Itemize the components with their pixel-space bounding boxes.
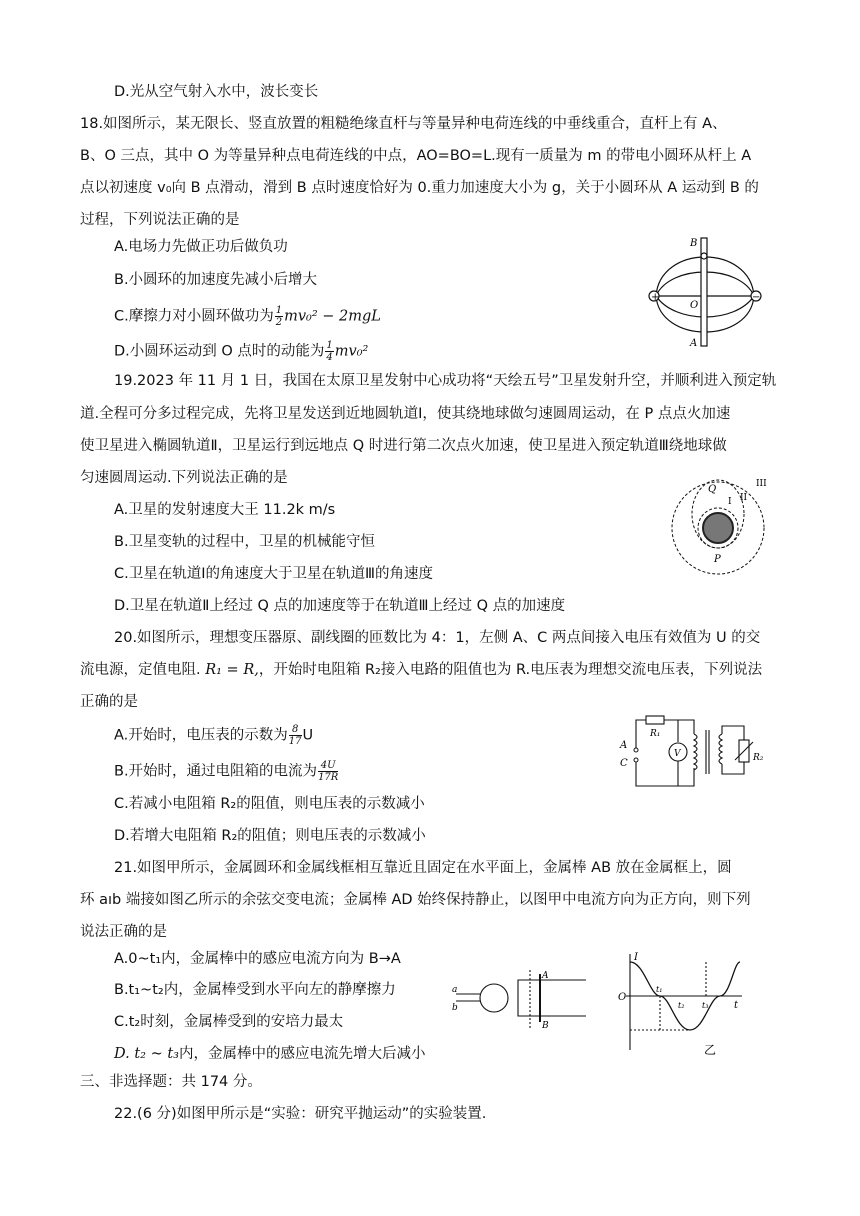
q22-stem-line1: 22.(6 分)如图甲所示是“实验：研究平抛运动”的实验装置. bbox=[114, 1106, 487, 1122]
q18-label-a: A bbox=[690, 338, 698, 349]
q19-stem-line4: 匀速圆周运动.下列说法正确的是 bbox=[80, 470, 288, 486]
q18-option-d-fraction bbox=[325, 340, 333, 363]
q20-option-c: C.若减小电阻箱 R₂的阻值，则电压表的示数减小 bbox=[114, 796, 425, 812]
q21-label-t2: t₂ bbox=[678, 1001, 685, 1010]
q21-label-t: t bbox=[734, 1000, 739, 1011]
q20-option-a-num: 8 bbox=[289, 724, 302, 736]
q20-stem-line2 bbox=[80, 660, 762, 680]
q20-stem-line1: 20.如图所示，理想变压器原、副线圈的匝数比为 4：1，左侧 A、C 两点间接入电压有效值为 U 的交 bbox=[114, 630, 761, 646]
q20-terminal-a bbox=[634, 748, 638, 752]
q21-label-b-lower: b bbox=[452, 1003, 458, 1013]
q21-label-a-lower: a bbox=[452, 985, 458, 995]
q21-stem-line3: 说法正确的是 bbox=[80, 924, 167, 940]
q19-stem-line2: 道.全程可分多过程完成，先将卫星发送到近地圆轨道Ⅰ，使其绕地球做匀速圆周运动，在 P 点点火加速 bbox=[80, 406, 731, 422]
q18-option-c bbox=[114, 305, 381, 328]
q19-label-p: P bbox=[714, 554, 721, 565]
q20-r1-equation: R₁ = R, bbox=[205, 662, 259, 678]
q19-option-c: C.卫星在轨道Ⅰ的角速度大于卫星在轨道Ⅲ的角速度 bbox=[114, 566, 434, 582]
q18-option-a: A.电场力先做正功后做负功 bbox=[114, 239, 288, 255]
q18-option-d bbox=[114, 340, 368, 363]
q21-label-o: O bbox=[618, 992, 627, 1003]
q21-figure-jia bbox=[446, 966, 592, 1030]
q18-option-c-text: C.摩擦力对小圆环做功为 bbox=[114, 308, 274, 325]
q18-minus-label: − bbox=[752, 292, 761, 303]
q20-resistor-r1 bbox=[646, 716, 664, 724]
q18-label-b: B bbox=[690, 238, 698, 249]
q20-wire-left-bottom bbox=[636, 760, 694, 786]
q20-label-a: A bbox=[620, 740, 628, 751]
q19-option-d: D.卫星在轨道Ⅱ上经过 Q 点的加速度等于在轨道Ⅲ上经过 Q 点的加速度 bbox=[114, 598, 566, 614]
q19-option-b: B.卫星变轨的过程中，卫星的机械能守恒 bbox=[114, 534, 376, 550]
q21-option-a: A.0~t₁内，金属棒中的感应电流方向为 B→A bbox=[114, 951, 401, 967]
q19-label-i: I bbox=[728, 497, 732, 507]
q20-stem-line2-b: ，开始时电阻箱 R₂接入电路的阻值也为 R.电压表为理想交流电压表，下列说法 bbox=[258, 662, 763, 678]
q20-option-a-fraction bbox=[289, 724, 302, 747]
q20-option-d: D.若增大电阻箱 R₂的阻值；则电压表的示数减小 bbox=[114, 828, 426, 844]
q21-label-t1: t₁ bbox=[656, 985, 663, 994]
q19-label-q: Q bbox=[708, 484, 717, 495]
q20-primary-coil bbox=[694, 734, 697, 770]
q19-orbit-figure bbox=[668, 470, 778, 580]
q20-option-b-fraction bbox=[318, 760, 338, 783]
q20-wire-left-top bbox=[636, 720, 646, 748]
q18-label-o: O bbox=[690, 300, 699, 311]
q20-option-b-den: 17R bbox=[318, 772, 339, 783]
q18-option-d-den: 4 bbox=[326, 352, 333, 363]
q20-label-r1: R₁ bbox=[650, 729, 661, 739]
q21-stem-line1: 21.如图甲所示，金属圆环和金属线框相互靠近且固定在水平面上，金属棒 AB 放在金属框上，圆 bbox=[114, 860, 732, 876]
q21-label-t3: t₃ bbox=[702, 1001, 709, 1010]
q21-label-b-upper: B bbox=[542, 1021, 549, 1030]
q21-option-d bbox=[114, 1044, 425, 1064]
q21-figure-yi bbox=[616, 950, 748, 1060]
q18-stem-line1: 18.如图所示，某无限长、竖直放置的粗糙绝缘直杆与等量异种电荷连线的中垂线重合，直杆上有 A、 bbox=[80, 116, 727, 132]
q21-option-c: C.t₂时刻，金属棒受到的安培力最太 bbox=[114, 1014, 344, 1030]
q19-stem-line1: 19.2023 年 11 月 1 日，我国在太原卫星发射中心成功将“天绘五号”卫星发射升空，并顺利进入预定轨 bbox=[114, 373, 777, 389]
q18-option-c-fraction bbox=[275, 305, 283, 328]
q21-metal-ring bbox=[480, 984, 508, 1012]
q20-circuit-figure bbox=[614, 712, 774, 792]
q20-option-b bbox=[114, 760, 339, 783]
q17-option-d: D.光从空气射入水中，波长变长 bbox=[114, 84, 319, 100]
q20-stem-line3: 正确的是 bbox=[80, 694, 138, 710]
q21-option-d-math: D. t₂ ~ t₃ bbox=[114, 1046, 179, 1062]
q21-label-a-upper: A bbox=[542, 971, 549, 981]
q20-option-b-text: B.开始时，通过电阻箱的电流为 bbox=[114, 763, 318, 780]
q20-r2-arrow bbox=[735, 742, 753, 760]
q18-option-c-den: 2 bbox=[275, 317, 283, 328]
q21-metal-frame bbox=[518, 980, 586, 1016]
q20-option-a-tail: U bbox=[302, 727, 314, 744]
q21-option-d-text: 内，金属棒中的感应电流先增大后减小 bbox=[178, 1046, 426, 1062]
q21-option-b: B.t₁~t₂内，金属棒受到水平向左的静摩擦力 bbox=[114, 982, 396, 998]
q20-wire-secondary-top bbox=[722, 726, 744, 740]
q20-option-a-den: 17 bbox=[288, 736, 302, 747]
q21-stem-line2: 环 aıb 端接如图乙所示的余弦交变电流；金属棒 AD 始终保持静止，以图甲中电流方向为正方向，则下列 bbox=[80, 892, 751, 908]
q18-stem-line4: 过程，下列说法正确的是 bbox=[80, 212, 240, 228]
q19-stem-line3: 使卫星进入椭圆轨道Ⅱ，卫星运行到远地点 Q 时进行第二次点火加速，使卫星进入预定轨道Ⅲ绕地球做 bbox=[80, 438, 727, 454]
q20-stem-line2-a: 流电源，定值电阻. bbox=[80, 662, 201, 678]
q20-wire-top bbox=[664, 720, 694, 734]
section-three-heading: 三、非选择题：共 174 分。 bbox=[80, 1074, 262, 1090]
q20-label-r2: R₂ bbox=[753, 753, 764, 763]
q18-option-b: B.小圆环的加速度先减小后增大 bbox=[114, 272, 318, 288]
q18-figure bbox=[640, 234, 770, 352]
q18-option-c-num: 1 bbox=[275, 305, 283, 316]
q21-label-i: I bbox=[634, 952, 638, 963]
q18-option-d-math: mv₀² bbox=[334, 343, 369, 360]
q18-plus-label: + bbox=[651, 292, 660, 303]
q18-stem-line3: 点以初速度 v₀向 B 点滑动，滑到 B 点时速度恰好为 0.重力加速度大小为 g，关于小圆环从 A 运动到 B 的 bbox=[80, 180, 759, 196]
q21-label-yi: 乙 bbox=[704, 1043, 717, 1057]
q19-option-a: A.卫星的发射速度大王 11.2k m/s bbox=[114, 502, 336, 518]
q18-stem-line2: B、O 三点，其中 O 为等量异种点电荷连线的中点，AO=BO=L.现有一质量为 m 的带电小圆环从杆上 A bbox=[80, 148, 752, 164]
q20-option-b-num: 4U bbox=[318, 760, 338, 772]
q19-label-ii: II bbox=[740, 493, 748, 503]
q20-label-v: V bbox=[674, 749, 681, 759]
q18-option-d-num: 1 bbox=[326, 340, 333, 351]
q19-label-iii: III bbox=[756, 479, 767, 489]
q18-option-c-math: mv₀² − 2mgL bbox=[284, 308, 381, 325]
q20-wire-secondary-bottom bbox=[722, 762, 744, 774]
q18-option-d-text: D.小圆环运动到 O 点时的动能为 bbox=[114, 343, 325, 360]
q20-option-a-text: A.开始时，电压表的示数为 bbox=[114, 727, 288, 744]
q19-earth bbox=[703, 513, 733, 543]
q20-label-c: C bbox=[620, 758, 628, 769]
q20-option-a bbox=[114, 724, 313, 747]
q20-terminal-c bbox=[634, 758, 638, 762]
q20-secondary-coil bbox=[719, 734, 722, 764]
